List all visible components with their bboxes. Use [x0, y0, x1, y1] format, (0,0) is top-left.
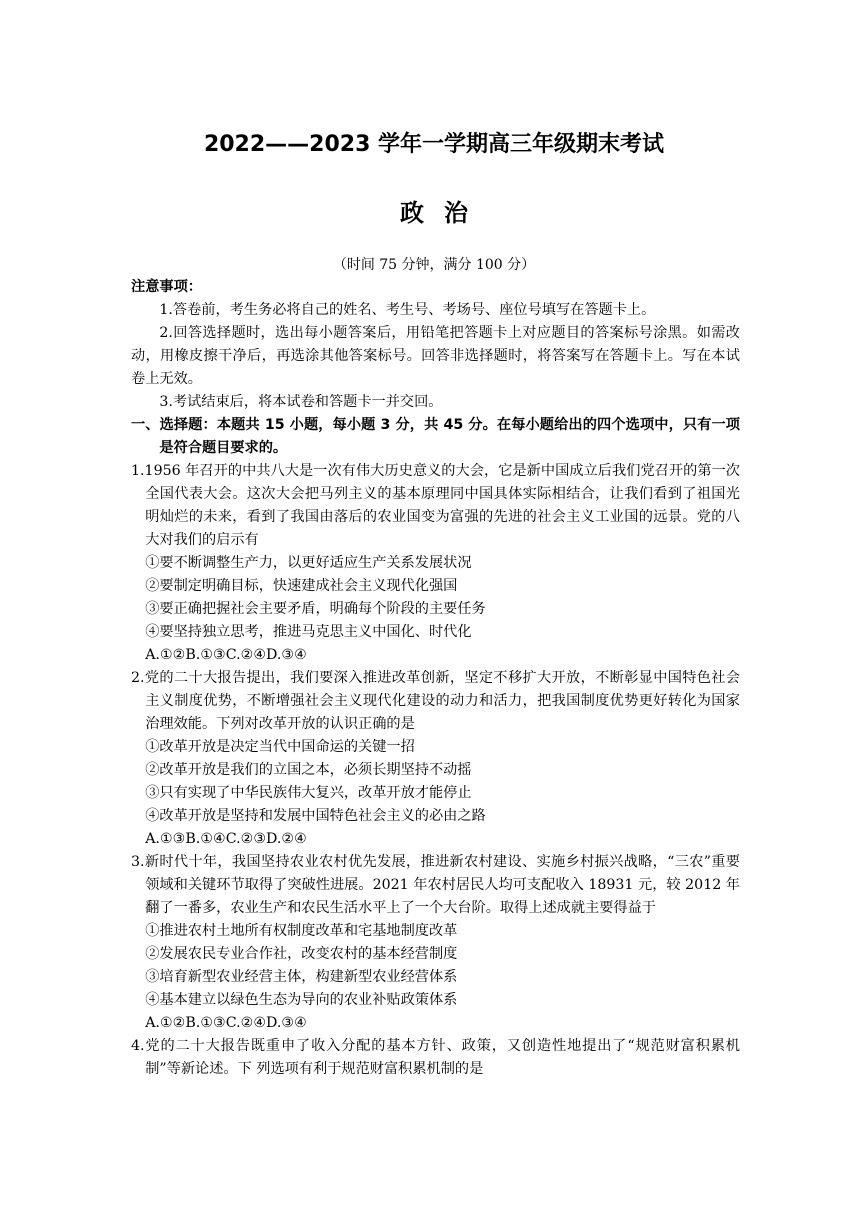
- notice-item: 2.回答选择题时，选出每小题答案后，用铅笔把答题卡上对应题目的答案标号涂黑。如需改动，用橡皮擦干净后，再选涂其他答案标号。回答非选择题时，将答案写在答题卡上。写在本试卷上无效。: [131, 325, 740, 387]
- question-statement: ①要不断调整生产力，以更好适应生产关系发展状况: [145, 555, 472, 571]
- question-stem: 4.党的二十大报告既重申了收入分配的基本方针、政策，又创造性地提出了“规范财富积累机制”等新论述。下 列选项有利于规范财富积累机制的是: [131, 1038, 740, 1077]
- question-statement: ④要坚持独立思考，推进马克思主义中国化、时代化: [145, 624, 472, 640]
- question-statement: ④基本建立以绿色生态为导向的农业补贴政策体系: [145, 992, 458, 1008]
- notice-heading: 注意事项：: [131, 279, 202, 295]
- question-stem: 1.1956 年召开的中共八大是一次有伟大历史意义的大会，它是新中国成立后我们党召开的第一次全国代表大会。这次大会把马列主义的基本原理同中国具体实际相结合，让我们看到了祖国光明灿烂的未来，看到了我国由落后的农业国变为富强的先进的社会主义工业国的远景。党的八大对我们的启示有: [131, 463, 740, 548]
- question-statement: ③要正确把握社会主要矛盾，明确每个阶段的主要任务: [145, 601, 486, 617]
- question-2: [131, 667, 740, 851]
- subject-title: 政治: [400, 199, 488, 227]
- notice-item: 1.答卷前，考生务必将自己的姓名、考生号、考场号、座位号填写在答题卡上。: [159, 302, 656, 318]
- question-statement: ②改革开放是我们的立国之本，必须长期坚持不动摇: [145, 762, 472, 778]
- question-stem: 2.党的二十大报告提出，我们要深入推进改革创新，坚定不移扩大开放，不断彰显中国特色社会主义制度优势，不断增强社会主义现代化建设的动力和活力，把我国制度优势更好转化为国家治理效能。下列对改革开放的认识正确的是: [131, 670, 740, 732]
- question-statement: ④改革开放是坚持和发展中国特色社会主义的必由之路: [145, 808, 486, 824]
- answer-choices: A.①②B.①③C.②④D.③④: [145, 647, 307, 663]
- question-statement: ③只有实现了中华民族伟大复兴，改革开放才能停止: [145, 785, 472, 801]
- question-stem: 3.新时代十年，我国坚持农业农村优先发展，推进新农村建设、实施乡村振兴战略，“三农”重要领域和关键环节取得了突破性进展。2021 年农村居民人均可支配收入 18931 元，较 2012 年翻了一番多，农业生产和农民生活水平上了一个大台阶。取得上述成就主要得益于: [131, 854, 740, 916]
- answer-choices: A.①③B.①④C.②③D.②④: [145, 831, 307, 847]
- exam-content: [131, 276, 740, 1081]
- question-1: [131, 460, 740, 667]
- question-statement: ①推进农村土地所有权制度改革和宅基地制度改革: [145, 923, 458, 939]
- question-3: [131, 851, 740, 1035]
- section-heading: 一、选择题：本题共 15 小题，每小题 3 分，共 45 分。在每小题给出的四个选项中，只有一项是符合题目要求的。: [131, 417, 740, 456]
- exam-title: 2022——2023 学年一学期高三年级期末考试: [203, 132, 665, 157]
- answer-choices: A.①②B.①③C.②④D.③④: [145, 1015, 307, 1031]
- question-statement: ③培育新型农业经营主体，构建新型农业经营体系: [145, 969, 458, 985]
- question-statement: ②发展农民专业合作社，改变农村的基本经营制度: [145, 946, 458, 962]
- notice-item: 3.考试结束后，将本试卷和答题卡一并交回。: [159, 394, 443, 410]
- question-statement: ②要制定明确目标，快速建成社会主义现代化强国: [145, 578, 458, 594]
- question-4: [131, 1035, 740, 1081]
- question-statement: ①改革开放是决定当代中国命运的关键一招: [145, 739, 415, 755]
- exam-time-score-info: （时间 75 分钟，满分 100 分）: [332, 257, 536, 273]
